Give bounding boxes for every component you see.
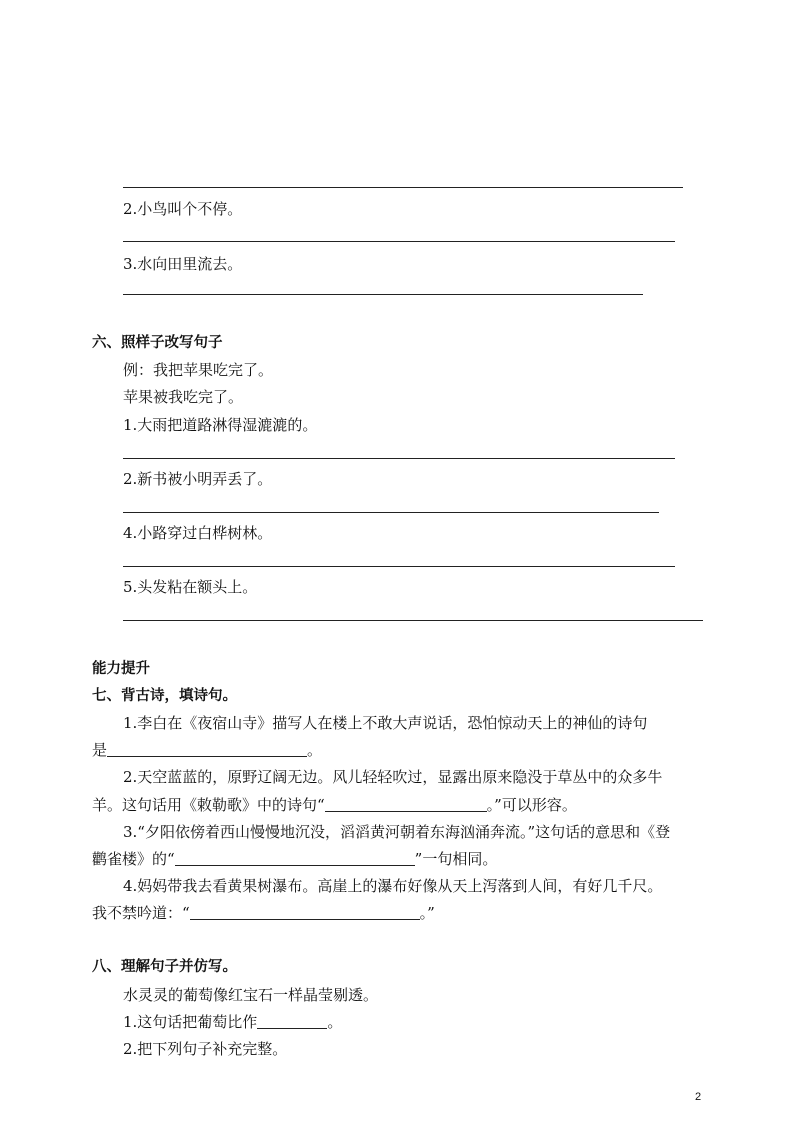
fill-blank[interactable]: [175, 850, 415, 866]
answer-line[interactable]: [123, 294, 643, 295]
section-title: 七、背古诗，填诗句。: [92, 688, 237, 704]
question-item: 1.大雨把道路淋得湿漉漉的。: [123, 416, 318, 434]
example-line: 苹果被我吃完了。: [123, 388, 244, 406]
question-text: 我不禁吟道：“: [92, 904, 190, 922]
question-text: 4.妈妈带我去看黄果树瀑布。高崖上的瀑布好像从天上泻落到人间，有好几千尺。: [123, 877, 663, 895]
page-number: 2: [695, 1091, 702, 1103]
fill-blank[interactable]: [325, 796, 487, 812]
question-text: [123, 1012, 342, 1032]
answer-line[interactable]: [123, 512, 659, 513]
question-item: 2.小鸟叫个不停。: [123, 200, 243, 218]
question-item: 2.新书被小明弄丢了。: [123, 470, 273, 488]
fill-blank[interactable]: [107, 741, 307, 757]
question-text: [92, 849, 497, 869]
question-text: 2.天空蓝蓝的，原野辽阔无边。风儿轻轻吹过，显露出原来隐没于草丛中的众多牛: [123, 768, 663, 786]
question-text: 3.“夕阳依傍着西山慢慢地沉没，滔滔黄河朝着东海汹涌奔流。”这句话的意思和《登: [123, 823, 671, 841]
answer-line[interactable]: [123, 620, 703, 621]
question-item: 4.小路穿过白桦树林。: [123, 524, 273, 542]
question-text: 。: [307, 741, 323, 759]
section-title: 八、理解句子并仿写。: [92, 959, 237, 975]
section-title: 能力提升: [92, 661, 150, 677]
question-text: 是: [92, 741, 108, 759]
question-text: [92, 795, 577, 815]
question-text: 1.李白在《夜宿山寺》描写人在楼上不敢大声说话，恐怕惊动天上的神仙的诗句: [123, 714, 648, 732]
question-text: 。”: [419, 904, 435, 922]
section-title: 六、照样子改写句子: [92, 335, 223, 351]
example-line: 例：我把苹果吃完了。: [123, 361, 274, 379]
answer-line[interactable]: [123, 241, 675, 242]
answer-line[interactable]: [123, 458, 675, 459]
question-text: ”一句相同。: [414, 850, 498, 868]
question-text: [92, 740, 322, 760]
question-text: [92, 903, 435, 923]
question-text: 。: [327, 1013, 343, 1031]
fill-blank[interactable]: [257, 1013, 327, 1029]
question-text: 鹳雀楼》的“: [92, 850, 175, 868]
question-item: 5.头发粘在额头上。: [123, 578, 258, 596]
example-sentence: 水灵灵的葡萄像红宝石一样晶莹剔透。: [123, 986, 379, 1004]
question-text: 2.把下列句子补充完整。: [123, 1040, 288, 1058]
answer-line[interactable]: [123, 187, 683, 188]
question-text: 。”可以形容。: [486, 796, 577, 814]
question-item: 3.水向田里流去。: [123, 255, 243, 273]
fill-blank[interactable]: [190, 904, 420, 920]
question-text: 1.这句话把葡萄比作: [123, 1013, 258, 1031]
answer-line[interactable]: [123, 566, 675, 567]
question-text: 羊。这句话用《敕勒歌》中的诗句“: [92, 796, 325, 814]
